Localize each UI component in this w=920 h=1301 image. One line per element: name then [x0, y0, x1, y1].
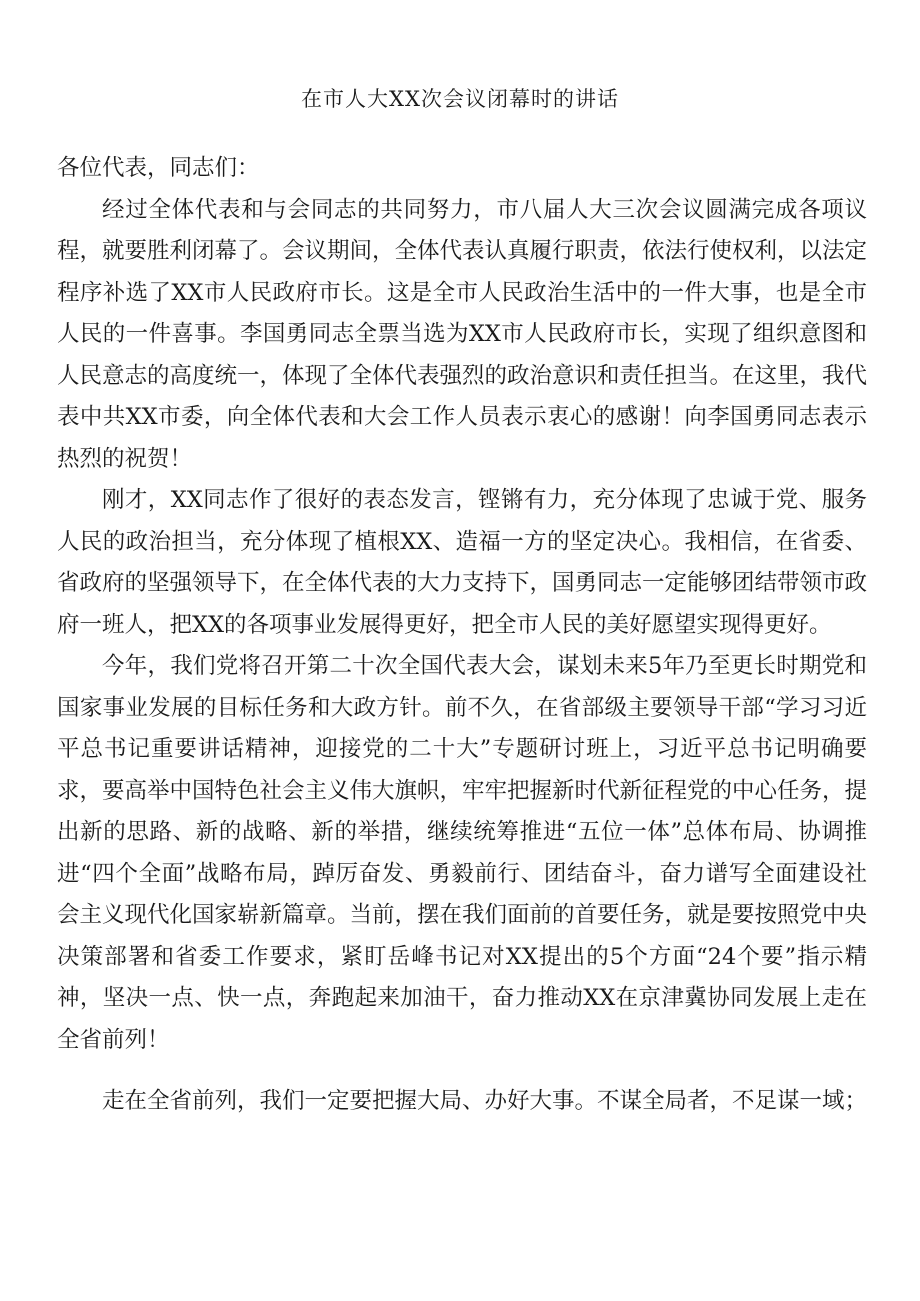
document-body: [57, 148, 867, 1123]
paragraph-3: 今年，我们党将召开第二十次全国代表大会，谋划未来5年乃至更长时期党和国家事业发展的目标任务和大政方针。前不久，在省部级主要领导干部“学习习近平总书记重要讲话精神，迎接党的二十大”专题研讨班上，习近平总书记明确要求，要高举中国特色社会主义伟大旗帜，牢牢把握新时代新征程党的中心任务，提出新的思路、新的战略、新的举措，继续统筹推进“五位一体”总体布局、协调推进“四个全面”战略布局，踔厉奋发、勇毅前行、团结奋斗，奋力谱写全面建设社会主义现代化国家崭新篇章。当前，摆在我们面前的首要任务，就是要按照党中央决策部署和省委工作要求，紧盯岳峰书记对XX提出的5个方面“24个要”指示精神，坚决一点、快一点，奔跑起来加油干，奋力推动XX在京津冀协同发展上走在全省前列！: [57, 653, 868, 1053]
paragraph-2: 刚才，XX同志作了很好的表态发言，铿锵有力，充分体现了忠诚于党、服务人民的政治担当，充分体现了植根XX、造福一方的坚定决心。我相信，在省委、省政府的坚强领导下，在全体代表的大力支持下，国勇同志一定能够团结带领市政府一班人，把XX的各项事业发展得更好，把全市人民的美好愿望实现得更好。: [57, 487, 868, 638]
document-title: 在市人大XX次会议闭幕时的讲话: [301, 87, 619, 111]
paragraph-1: 经过全体代表和与会同志的共同努力，市八届人大三次会议圆满完成各项议程，就要胜利闭幕了。会议期间，全体代表认真履行职责，依法行使权利，以法定程序补选了XX市人民政府市长。这是全市人民政治生活中的一件大事，也是全市人民的一件喜事。李国勇同志全票当选为XX市人民政府市长，实现了组织意图和人民意志的高度统一，体现了全体代表强烈的政治意识和责任担当。在这里，我代表中共XX市委，向全体代表和大会工作人员表示衷心的感谢！向李国勇同志表示热烈的祝贺！: [57, 196, 868, 472]
paragraph-4: 走在全省前列，我们一定要把握大局、办好大事。不谋全局者，不足谋一域；: [102, 1088, 868, 1114]
salutation: 各位代表，同志们：: [57, 155, 260, 181]
